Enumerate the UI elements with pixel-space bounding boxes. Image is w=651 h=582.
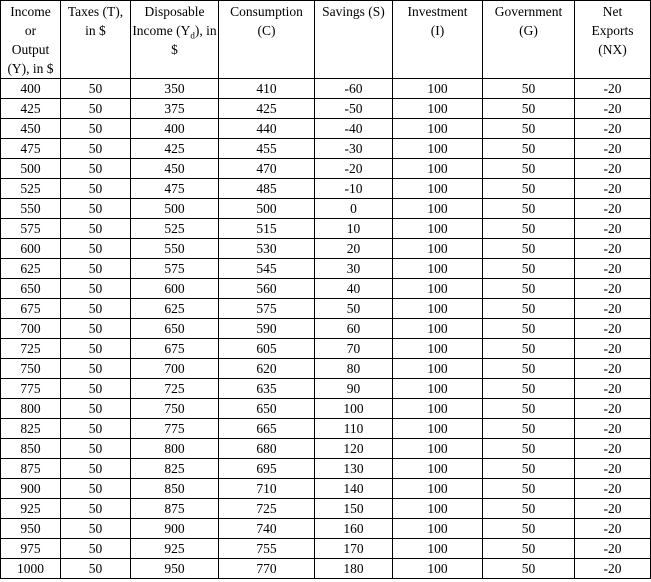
cell-investment: 100 [393, 179, 483, 199]
cell-taxes: 50 [61, 99, 131, 119]
cell-savings: 140 [315, 479, 393, 499]
cell-income: 500 [1, 159, 61, 179]
cell-disposable-income: 550 [131, 239, 219, 259]
cell-investment: 100 [393, 499, 483, 519]
cell-investment: 100 [393, 99, 483, 119]
cell-savings: -30 [315, 139, 393, 159]
cell-taxes: 50 [61, 479, 131, 499]
cell-income: 875 [1, 459, 61, 479]
cell-taxes: 50 [61, 359, 131, 379]
cell-investment: 100 [393, 299, 483, 319]
cell-government: 50 [483, 459, 575, 479]
cell-investment: 100 [393, 539, 483, 559]
table-row [1, 339, 651, 359]
cell-taxes: 50 [61, 299, 131, 319]
cell-savings: 90 [315, 379, 393, 399]
cell-taxes: 50 [61, 279, 131, 299]
cell-savings: -40 [315, 119, 393, 139]
cell-government: 50 [483, 219, 575, 239]
table-row [1, 259, 651, 279]
table-row [1, 379, 651, 399]
cell-consumption: 470 [219, 159, 315, 179]
cell-taxes: 50 [61, 419, 131, 439]
table-row [1, 419, 651, 439]
cell-income: 525 [1, 179, 61, 199]
cell-consumption: 530 [219, 239, 315, 259]
cell-net-exports: -20 [575, 179, 651, 199]
cell-disposable-income: 350 [131, 79, 219, 99]
cell-taxes: 50 [61, 559, 131, 579]
cell-disposable-income: 450 [131, 159, 219, 179]
cell-income: 550 [1, 199, 61, 219]
cell-income: 1000 [1, 559, 61, 579]
cell-income: 825 [1, 419, 61, 439]
cell-taxes: 50 [61, 439, 131, 459]
cell-disposable-income: 700 [131, 359, 219, 379]
table-row [1, 439, 651, 459]
cell-government: 50 [483, 159, 575, 179]
cell-net-exports: -20 [575, 299, 651, 319]
cell-income: 425 [1, 99, 61, 119]
cell-investment: 100 [393, 519, 483, 539]
cell-income: 700 [1, 319, 61, 339]
cell-savings: 70 [315, 339, 393, 359]
cell-taxes: 50 [61, 399, 131, 419]
cell-net-exports: -20 [575, 159, 651, 179]
cell-disposable-income: 525 [131, 219, 219, 239]
cell-taxes: 50 [61, 499, 131, 519]
header-net-exports: Net Exports (NX) [575, 1, 651, 79]
cell-government: 50 [483, 319, 575, 339]
cell-income: 925 [1, 499, 61, 519]
cell-net-exports: -20 [575, 99, 651, 119]
cell-consumption: 440 [219, 119, 315, 139]
cell-consumption: 545 [219, 259, 315, 279]
table-row [1, 539, 651, 559]
cell-government: 50 [483, 479, 575, 499]
cell-government: 50 [483, 379, 575, 399]
cell-consumption: 575 [219, 299, 315, 319]
cell-disposable-income: 925 [131, 539, 219, 559]
cell-government: 50 [483, 259, 575, 279]
header-row [1, 1, 651, 79]
cell-savings: -50 [315, 99, 393, 119]
cell-government: 50 [483, 399, 575, 419]
cell-disposable-income: 625 [131, 299, 219, 319]
table-row [1, 159, 651, 179]
cell-savings: 110 [315, 419, 393, 439]
cell-disposable-income: 650 [131, 319, 219, 339]
cell-net-exports: -20 [575, 459, 651, 479]
cell-income: 600 [1, 239, 61, 259]
cell-net-exports: -20 [575, 479, 651, 499]
cell-net-exports: -20 [575, 399, 651, 419]
cell-disposable-income: 425 [131, 139, 219, 159]
cell-investment: 100 [393, 479, 483, 499]
cell-income: 475 [1, 139, 61, 159]
cell-net-exports: -20 [575, 419, 651, 439]
cell-disposable-income: 725 [131, 379, 219, 399]
cell-income: 900 [1, 479, 61, 499]
table-row [1, 399, 651, 419]
cell-income: 775 [1, 379, 61, 399]
table-row [1, 179, 651, 199]
cell-net-exports: -20 [575, 379, 651, 399]
table-row [1, 559, 651, 579]
cell-income: 575 [1, 219, 61, 239]
cell-income: 675 [1, 299, 61, 319]
cell-investment: 100 [393, 459, 483, 479]
table-body [1, 79, 651, 579]
cell-government: 50 [483, 419, 575, 439]
cell-savings: 0 [315, 199, 393, 219]
cell-taxes: 50 [61, 199, 131, 219]
cell-net-exports: -20 [575, 539, 651, 559]
cell-taxes: 50 [61, 539, 131, 559]
header-taxes: Taxes (T), in $ [61, 1, 131, 79]
table-row [1, 79, 651, 99]
cell-investment: 100 [393, 419, 483, 439]
cell-investment: 100 [393, 259, 483, 279]
cell-income: 950 [1, 519, 61, 539]
cell-investment: 100 [393, 199, 483, 219]
cell-investment: 100 [393, 239, 483, 259]
cell-net-exports: -20 [575, 319, 651, 339]
cell-savings: -10 [315, 179, 393, 199]
cell-consumption: 770 [219, 559, 315, 579]
cell-taxes: 50 [61, 459, 131, 479]
cell-consumption: 455 [219, 139, 315, 159]
cell-consumption: 410 [219, 79, 315, 99]
header-disposable-income: Disposable Income $(Y_d)$, in $ [131, 1, 219, 79]
table-row [1, 239, 651, 259]
cell-net-exports: -20 [575, 259, 651, 279]
cell-income: 725 [1, 339, 61, 359]
cell-taxes: 50 [61, 159, 131, 179]
cell-disposable-income: 375 [131, 99, 219, 119]
table-row [1, 479, 651, 499]
cell-investment: 100 [393, 279, 483, 299]
header-consumption: Consumption (C) [219, 1, 315, 79]
table-row [1, 199, 651, 219]
cell-savings: -60 [315, 79, 393, 99]
cell-consumption: 755 [219, 539, 315, 559]
cell-net-exports: -20 [575, 359, 651, 379]
cell-savings: 20 [315, 239, 393, 259]
cell-disposable-income: 875 [131, 499, 219, 519]
cell-investment: 100 [393, 139, 483, 159]
cell-savings: 120 [315, 439, 393, 459]
table-row [1, 99, 651, 119]
cell-taxes: 50 [61, 79, 131, 99]
cell-net-exports: -20 [575, 139, 651, 159]
cell-disposable-income: 400 [131, 119, 219, 139]
cell-income: 625 [1, 259, 61, 279]
cell-net-exports: -20 [575, 79, 651, 99]
cell-disposable-income: 775 [131, 419, 219, 439]
cell-consumption: 680 [219, 439, 315, 459]
cell-consumption: 605 [219, 339, 315, 359]
cell-investment: 100 [393, 439, 483, 459]
cell-savings: 30 [315, 259, 393, 279]
cell-net-exports: -20 [575, 499, 651, 519]
cell-disposable-income: 475 [131, 179, 219, 199]
cell-taxes: 50 [61, 319, 131, 339]
cell-net-exports: -20 [575, 119, 651, 139]
table-row [1, 219, 651, 239]
table-row [1, 319, 651, 339]
cell-investment: 100 [393, 379, 483, 399]
cell-savings: 60 [315, 319, 393, 339]
header-investment: Investment (I) [393, 1, 483, 79]
cell-income: 975 [1, 539, 61, 559]
cell-government: 50 [483, 199, 575, 219]
cell-net-exports: -20 [575, 519, 651, 539]
cell-net-exports: -20 [575, 279, 651, 299]
cell-consumption: 725 [219, 499, 315, 519]
cell-consumption: 635 [219, 379, 315, 399]
cell-taxes: 50 [61, 219, 131, 239]
cell-savings: 50 [315, 299, 393, 319]
cell-income: 450 [1, 119, 61, 139]
cell-disposable-income: 575 [131, 259, 219, 279]
header-government: Government (G) [483, 1, 575, 79]
cell-consumption: 485 [219, 179, 315, 199]
cell-investment: 100 [393, 119, 483, 139]
cell-net-exports: -20 [575, 439, 651, 459]
cell-investment: 100 [393, 399, 483, 419]
cell-government: 50 [483, 339, 575, 359]
cell-savings: 40 [315, 279, 393, 299]
cell-disposable-income: 500 [131, 199, 219, 219]
table-row [1, 299, 651, 319]
cell-consumption: 590 [219, 319, 315, 339]
cell-net-exports: -20 [575, 559, 651, 579]
cell-government: 50 [483, 279, 575, 299]
cell-income: 800 [1, 399, 61, 419]
cell-government: 50 [483, 179, 575, 199]
cell-government: 50 [483, 79, 575, 99]
cell-disposable-income: 750 [131, 399, 219, 419]
cell-government: 50 [483, 439, 575, 459]
cell-government: 50 [483, 239, 575, 259]
cell-consumption: 740 [219, 519, 315, 539]
cell-savings: 10 [315, 219, 393, 239]
cell-government: 50 [483, 499, 575, 519]
header-income: Income or Output (Y), in $ [1, 1, 61, 79]
cell-net-exports: -20 [575, 219, 651, 239]
cell-consumption: 665 [219, 419, 315, 439]
cell-disposable-income: 850 [131, 479, 219, 499]
cell-government: 50 [483, 139, 575, 159]
cell-investment: 100 [393, 559, 483, 579]
cell-disposable-income: 825 [131, 459, 219, 479]
header-savings: Savings (S) [315, 1, 393, 79]
cell-disposable-income: 950 [131, 559, 219, 579]
cell-taxes: 50 [61, 179, 131, 199]
cell-investment: 100 [393, 159, 483, 179]
cell-savings: 160 [315, 519, 393, 539]
cell-investment: 100 [393, 219, 483, 239]
cell-government: 50 [483, 519, 575, 539]
cell-savings: 170 [315, 539, 393, 559]
cell-consumption: 650 [219, 399, 315, 419]
cell-savings: -20 [315, 159, 393, 179]
cell-net-exports: -20 [575, 339, 651, 359]
cell-government: 50 [483, 539, 575, 559]
cell-investment: 100 [393, 319, 483, 339]
cell-consumption: 620 [219, 359, 315, 379]
cell-disposable-income: 675 [131, 339, 219, 359]
cell-government: 50 [483, 99, 575, 119]
cell-income: 400 [1, 79, 61, 99]
table-row [1, 359, 651, 379]
cell-savings: 130 [315, 459, 393, 479]
table-row [1, 119, 651, 139]
cell-investment: 100 [393, 79, 483, 99]
cell-government: 50 [483, 359, 575, 379]
cell-consumption: 695 [219, 459, 315, 479]
cell-government: 50 [483, 559, 575, 579]
table-row [1, 499, 651, 519]
cell-investment: 100 [393, 359, 483, 379]
cell-investment: 100 [393, 339, 483, 359]
table-row [1, 279, 651, 299]
cell-income: 650 [1, 279, 61, 299]
cell-consumption: 560 [219, 279, 315, 299]
cell-savings: 180 [315, 559, 393, 579]
table-row [1, 519, 651, 539]
cell-taxes: 50 [61, 379, 131, 399]
cell-taxes: 50 [61, 119, 131, 139]
cell-consumption: 710 [219, 479, 315, 499]
cell-taxes: 50 [61, 239, 131, 259]
cell-disposable-income: 800 [131, 439, 219, 459]
cell-taxes: 50 [61, 519, 131, 539]
table-row [1, 459, 651, 479]
cell-income: 850 [1, 439, 61, 459]
cell-disposable-income: 900 [131, 519, 219, 539]
cell-taxes: 50 [61, 339, 131, 359]
cell-savings: 80 [315, 359, 393, 379]
cell-disposable-income: 600 [131, 279, 219, 299]
cell-savings: 100 [315, 399, 393, 419]
cell-consumption: 515 [219, 219, 315, 239]
table-row [1, 139, 651, 159]
cell-government: 50 [483, 299, 575, 319]
cell-consumption: 500 [219, 199, 315, 219]
cell-income: 750 [1, 359, 61, 379]
cell-government: 50 [483, 119, 575, 139]
cell-taxes: 50 [61, 139, 131, 159]
cell-consumption: 425 [219, 99, 315, 119]
cell-savings: 150 [315, 499, 393, 519]
cell-taxes: 50 [61, 259, 131, 279]
cell-net-exports: -20 [575, 239, 651, 259]
cell-net-exports: -20 [575, 199, 651, 219]
